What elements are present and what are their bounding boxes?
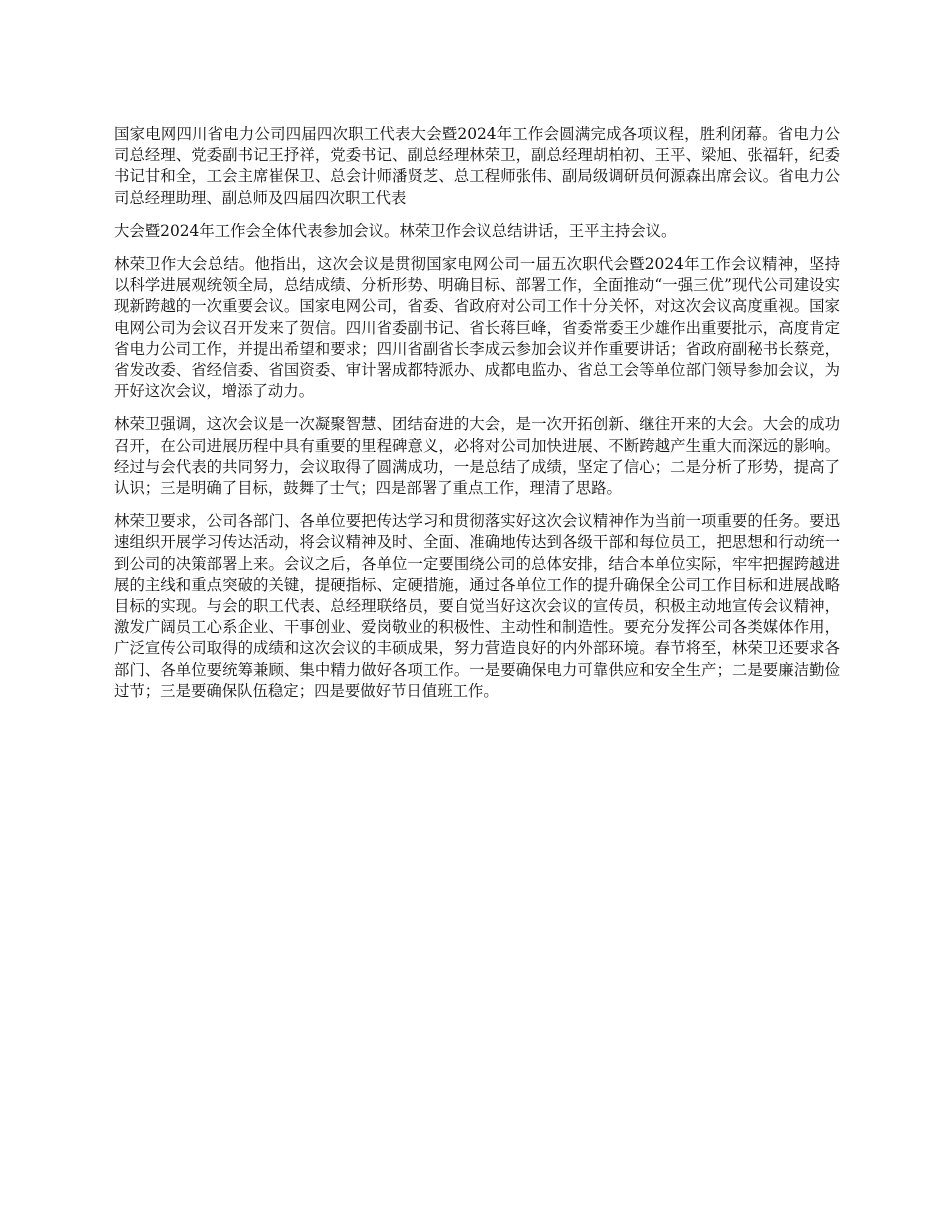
paragraph-3: 林荣卫作大会总结。他指出，这次会议是贯彻国家电网公司一届五次职代会暨2024年工作会议精神，坚持以科学进展观统领全局，总结成绩、分析形势、明确目标、部署工作，全面推动“一强三优”现代公司建设实现新跨越的一次重要会议。国家电网公司，省委、省政府对公司工作十分关怀，对这次会议高度重视。国家电网公司为会议召开发来了贺信。四川省委副书记、省长蒋巨峰，省委常委王少雄作出重要批示，高度肯定省电力公司工作，并提出希望和要求；四川省副省长李成云参加会议并作重要讲话；省政府副秘书长蔡竞，省发改委、省经信委、省国资委、审计署成都特派办、成都电监办、省总工会等单位部门领导参加会议，为开好这次会议，增添了动力。 [114, 255, 840, 401]
document-body [114, 124, 840, 714]
paragraph-5: 林荣卫要求，公司各部门、各单位要把传达学习和贯彻落实好这次会议精神作为当前一项重要的任务。要迅速组织开展学习传达活动，将会议精神及时、全面、准确地传达到各级干部和每位员工，把思想和行动统一到公司的决策部署上来。会议之后，各单位一定要围绕公司的总体安排，结合本单位实际，牢牢把握跨越进展的主线和重点突破的关键，提硬指标、定硬措施，通过各单位工作的提升确保全公司工作目标和进展战略目标的实现。与会的职工代表、总经理联络员，要自觉当好这次会议的宣传员，积极主动地宣传会议精神，激发广阔员工心系企业、干事创业、爱岗敬业的积极性、主动性和制造性。要充分发挥公司各类媒体作用，广泛宣传公司取得的成绩和这次会议的丰硕成果，努力营造良好的内外部环境。春节将至，林荣卫还要求各部门、各单位要统筹兼顾、集中精力做好各项工作。一是要确保电力可靠供应和安全生产；二是要廉洁勤俭过节；三是要确保队伍稳定；四是要做好节日值班工作。 [114, 512, 840, 700]
paragraph-1: 国家电网四川省电力公司四届四次职工代表大会暨2024年工作会圆满完成各项议程，胜利闭幕。省电力公司总经理、党委副书记王抒祥，党委书记、副总经理林荣卫，副总经理胡柏初、王平、梁旭、张福轩，纪委书记甘和全，工会主席崔保卫、总会计师潘贤芝、总工程师张伟、副局级调研员何源森出席会议。省电力公司总经理助理、副总师及四届四次职工代表 [114, 125, 840, 207]
paragraph-2: 大会暨2024年工作会全体代表参加会议。林荣卫作会议总结讲话，王平主持会议。 [114, 221, 677, 240]
paragraph-4: 林荣卫强调，这次会议是一次凝聚智慧、团结奋进的大会，是一次开拓创新、继往开来的大会。大会的成功召开，在公司进展历程中具有重要的里程碑意义，必将对公司加快进展、不断跨越产生重大而深远的影响。经过与会代表的共同努力，会议取得了圆满成功，一是总结了成绩，坚定了信心；二是分析了形势，提高了认识；三是明确了目标，鼓舞了士气；四是部署了重点工作，理清了思路。 [114, 415, 840, 498]
